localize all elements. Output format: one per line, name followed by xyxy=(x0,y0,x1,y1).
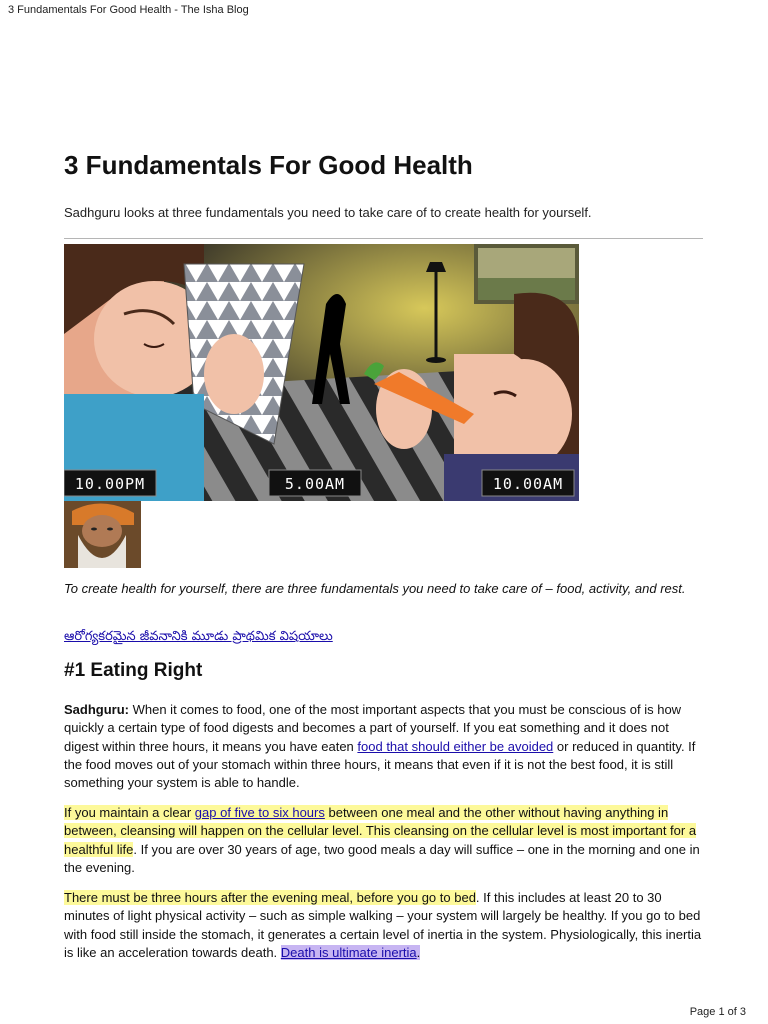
section-heading-eating-right: #1 Eating Right xyxy=(64,660,203,681)
highlight-text: between one meal and the other without having anything in between, cleansing will happen on the cellular level. This cleansing on the cellular level is most important for a healthful life xyxy=(64,805,697,857)
hero-illustration xyxy=(64,244,579,501)
speaker-label: Sadhguru: xyxy=(64,702,129,717)
svg-text:10.00AM: 10.00AM xyxy=(492,475,564,493)
author-avatar xyxy=(64,501,141,568)
paragraph-2: If you maintain a clear gap of five to six hours between one meal and the other without having anything in between, cleansing will happen on the cellular level. This cleansing on the cellular level is most important for a healthful life. If you are over 30 years of age, two good meals a day will suffice – one in the morning and one in the evening. xyxy=(64,805,700,875)
clock-left xyxy=(64,470,156,496)
divider xyxy=(64,238,703,239)
paragraph-1: Sadhguru: When it comes to food, one of the most important aspects that you must be conscious of is how quickly a certain type of food digests and becomes a part of yourself. If you eat something and it does not digest within three hours, it means you have eaten food that should either be avoided or reduced in quantity. If the food moves out of your stomach within three hours, it means that even if it is not the best food, it is still something your system is able to handle. xyxy=(64,702,696,791)
clock-center xyxy=(269,470,361,496)
page-number: Page 1 of 3 xyxy=(689,1006,746,1018)
link-death-inertia[interactable]: Death is ultimate inertia xyxy=(280,944,417,960)
paragraph-3: There must be three hours after the evening meal, before you go to bed. If this includes at least 20 to 30 minutes of light physical activity – such as simple walking – your system will largely be healthy. If you go to bed with food still inside the stomach, it generates a certain level of inertia in the system. Physiologically, this inertia is like an acceleration towards death. Death is ultimate inertia. xyxy=(64,890,702,960)
link-gap-hours[interactable]: gap of five to six hours xyxy=(194,805,325,820)
article-subtitle: Sadhguru looks at three fundamentals you need to take care of to create health for yourself. xyxy=(64,205,592,220)
clock-right xyxy=(482,470,574,496)
page-title: 3 Fundamentals For Good Health xyxy=(64,150,473,180)
telugu-article-link[interactable]: ఆరోగ్యకరమైన జీవనానికి మూడు ప్రాథమిక విషయాలు xyxy=(64,629,333,644)
header-title: 3 Fundamentals For Good Health - The Isha Blog xyxy=(8,4,249,16)
svg-text:5.00AM: 5.00AM xyxy=(284,475,346,493)
highlight-text: If you maintain a clear xyxy=(64,805,195,820)
svg-text:10.00PM: 10.00PM xyxy=(74,475,146,493)
image-caption: To create health for yourself, there are three fundamentals you need to take care of – food, activity, and rest. xyxy=(64,581,686,596)
link-food-avoided[interactable]: food that should either be avoided xyxy=(357,738,554,754)
highlight-text: There must be three hours after the evening meal, before you go to bed xyxy=(64,890,476,905)
